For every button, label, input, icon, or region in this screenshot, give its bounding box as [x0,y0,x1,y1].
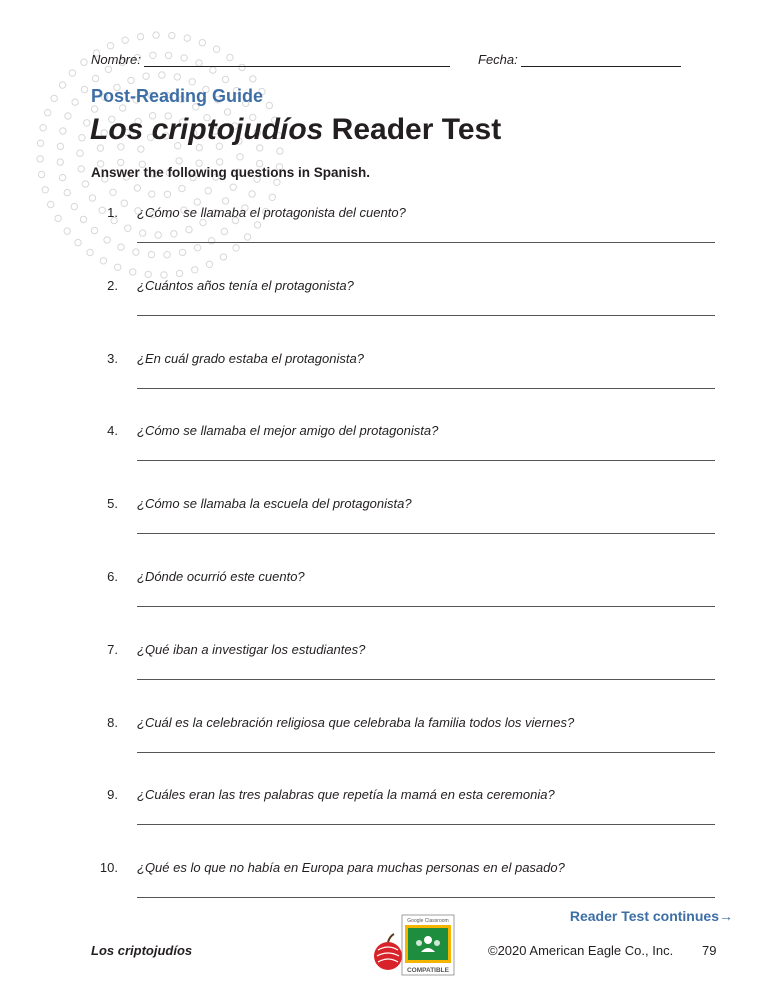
question-number: 6. [107,569,118,584]
page-number: 79 [702,943,717,958]
answer-line[interactable] [137,897,715,898]
question-text: ¿Cuántos años tenía el protagonista? [137,277,354,293]
question-text: ¿Cómo se llamaba el protagonista del cuento? [137,205,406,220]
question-item [0,642,773,702]
apple-logo-icon [374,934,402,970]
badge-bottom-text: COMPATIBLE [406,967,450,974]
answer-line[interactable] [137,242,715,243]
answer-line[interactable] [137,679,715,680]
question-text: ¿Qué iban a investigar los estudiantes? [137,641,366,657]
question-item [0,569,773,629]
title-italic: Los criptojudíos [90,113,324,146]
name-blank[interactable] [144,52,450,67]
question-item [0,278,773,338]
badge-top-text: Google Classroom [407,918,449,924]
question-number: 3. [107,350,118,366]
question-number: 2. [107,277,118,293]
answer-line[interactable] [137,824,715,825]
question-number: 5. [107,496,118,512]
question-item [0,715,773,775]
google-classroom-badge [372,914,456,976]
footer-book-title: Los criptojudíos [91,943,193,958]
question-item [0,351,773,411]
answer-line[interactable] [137,533,715,534]
question-text: ¿Cómo se llamaba el mejor amigo del protagonista? [137,423,439,439]
answer-line[interactable] [137,388,715,389]
answer-line[interactable] [137,460,715,461]
question-number: 1. [107,205,118,220]
continues-link[interactable]: Reader Test continues→ [569,908,733,924]
answer-line[interactable] [137,606,715,607]
question-text: ¿En cuál grado estaba el protagonista? [137,350,364,366]
page-title [90,113,501,147]
question-item [0,496,773,556]
date-field[interactable] [478,52,681,67]
question-number: 4. [107,423,118,439]
question-text: ¿Dónde ocurrió este cuento? [137,569,305,584]
answer-line[interactable] [137,315,715,316]
date-blank[interactable] [521,52,681,67]
question-item [0,423,773,483]
question-text: ¿Cuál es la celebración religiosa que celebraba la familia todos los viernes? [137,714,575,730]
name-field[interactable] [91,52,450,67]
footer-copyright: ©2020 American Eagle Co., Inc. [488,943,674,958]
instructions: Answer the following questions in Spanish. [91,165,371,180]
question-number: 9. [107,787,118,803]
question-item [0,205,773,265]
title-rest: Reader Test [323,113,502,146]
question-text: ¿Cómo se llamaba la escuela del protagonista? [137,496,412,512]
question-number: 7. [107,641,118,657]
name-label: Nombre: [91,52,141,67]
question-text: ¿Cuáles eran las tres palabras que repetía la mamá en esta ceremonia? [137,787,555,803]
question-number: 10. [99,860,118,876]
guide-label: Post-Reading Guide [91,86,264,106]
answer-line[interactable] [137,752,715,753]
question-text: ¿Qué es lo que no había en Europa para muchas personas en el pasado? [137,860,565,876]
date-label: Fecha: [478,52,518,67]
question-number: 8. [107,714,118,730]
question-item [0,787,773,847]
